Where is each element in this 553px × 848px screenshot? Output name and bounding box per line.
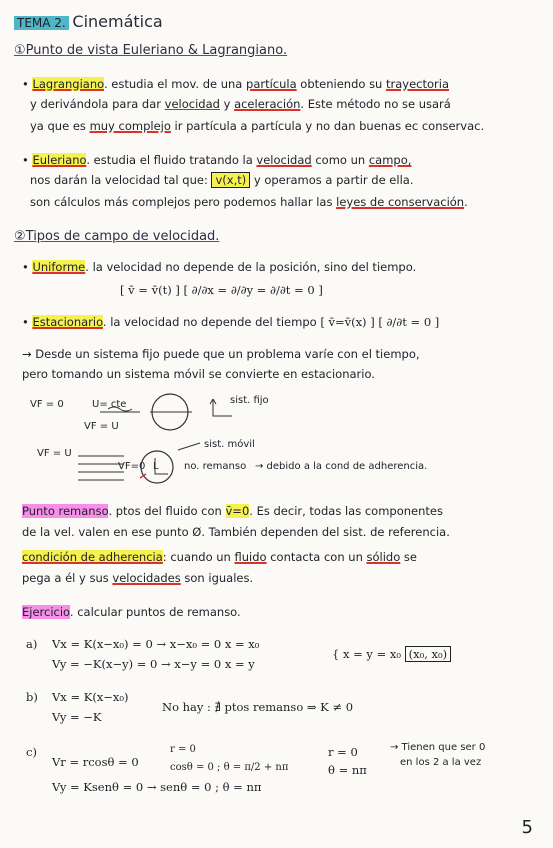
estacionario-line: • Estacionario. la velocidad no depende del tiempo [ v̄=v̄(x) ] [ ∂/∂t = 0 ] <box>22 315 440 329</box>
diagram-sist-movil: sist. móvil <box>204 439 255 450</box>
term-punto-remanso: Punto remanso <box>22 504 109 518</box>
ej-c-result-1: r = 0 <box>328 745 358 759</box>
term-uniforme: Uniforme <box>32 260 86 274</box>
remanso-line-1: Punto remanso. ptos del fluido con v̄=0. Es decir, todas las componentes <box>22 504 443 518</box>
ej-c-eq-2: Vy = Ksenθ = 0 → senθ = 0 ; θ = nπ <box>52 780 262 794</box>
diagram-vf0: VF = 0 <box>30 399 64 410</box>
ej-c-note-2: en los 2 a la vez <box>400 757 482 768</box>
diagram-sist-fijo: sist. fijo <box>230 395 269 406</box>
lagrangiano-line-1: • Lagrangiano. estudia el mov. de una partícula obteniendo su trayectoria <box>22 77 450 91</box>
ej-c-eq-1b: r = 0 <box>170 744 196 755</box>
diagram-remanso-note: → debido a la cond de adherencia. <box>255 461 428 472</box>
ej-c-eq-1c: cosθ = 0 ; θ = π/2 + nπ <box>170 762 289 773</box>
lagrangiano-line-3: ya que es muy complejo ir partícula a partícula y no dan buenas ec conservac. <box>30 119 485 133</box>
remanso-line-2: de la vel. valen en ese punto Ø. También dependen del sist. de referencia. <box>22 525 450 539</box>
diagram-vfu2: VF = U <box>37 448 72 459</box>
term-estacionario: Estacionario <box>32 315 103 329</box>
diagram-L: L <box>153 461 159 472</box>
ej-a-result: { x = y = x₀ (x₀, x₀) <box>332 647 451 662</box>
remanso-line-3: condición de adherencia: cuando un fluido contacta con un sólido se <box>22 550 418 564</box>
diagram-no-remanso: no. remanso <box>184 461 247 472</box>
uniforme-equation: [ v̄ = v̄(t) ] [ ∂/∂x = ∂/∂y = ∂/∂t = 0 ] <box>120 283 323 297</box>
section-heading-1: ①Punto de vista Euleriano & Lagrangiano. <box>14 43 288 58</box>
ej-c-note-1: → Tienen que ser 0 <box>390 742 486 753</box>
diagram-vf0b: VF=0 <box>118 461 146 472</box>
term-ejercicio: Ejercicio <box>22 605 70 619</box>
ej-c-eq-1: Vr = rcosθ = 0 <box>52 755 139 769</box>
term-euleriano: Euleriano <box>32 153 87 167</box>
euleriano-line-1: • Euleriano. estudia el fluido tratando la velocidad como un campo, <box>22 153 412 167</box>
page-number: 5 <box>521 817 533 838</box>
lagrangiano-line-2: y derivándola para dar velocidad y aceleración. Este método no se usará <box>30 97 451 111</box>
ej-a-label: a) <box>26 637 38 651</box>
diagram-vfu: VF = U <box>84 421 119 432</box>
ej-a-eq-2: Vy = −K(x−y) = 0 → x−y = 0 x = y <box>52 657 255 671</box>
remanso-line-4: pega a él y sus velocidades son iguales. <box>22 571 254 585</box>
ej-b-label: b) <box>26 690 38 704</box>
ej-b-result: No hay : ∄ ptos remanso ⇒ K ≠ 0 <box>162 700 354 714</box>
ej-b-eq-2: Vy = −K <box>52 710 102 724</box>
diagram-ucte: U= cte <box>92 399 127 410</box>
note-line-1: → Desde un sistema fijo puede que un problema varíe con el tiempo, <box>22 347 420 361</box>
ej-c-result-2: θ = nπ <box>328 763 367 777</box>
ej-a-eq-1: Vx = K(x−x₀) = 0 → x−x₀ = 0 x = x₀ <box>52 637 260 651</box>
page-title: Cinemática <box>72 12 163 31</box>
uniforme-line: • Uniforme. la velocidad no depende de la posición, sino del tiempo. <box>22 260 417 274</box>
section-heading-2: ②Tipos de campo de velocidad. <box>14 229 220 244</box>
ej-c-label: c) <box>26 745 37 759</box>
topic-tag: TEMA 2. <box>14 16 69 30</box>
euleriano-line-3: son cálculos más complejos pero podemos hallar las leyes de conservación. <box>30 195 468 209</box>
ej-b-eq-1: Vx = K(x−x₀) <box>52 690 129 704</box>
note-line-2: pero tomando un sistema móvil se convierte en estacionario. <box>22 367 375 381</box>
term-lagrangiano: Lagrangiano <box>32 77 104 91</box>
term-condicion-adherencia: condición de adherencia <box>22 550 163 564</box>
euleriano-line-2: nos darán la velocidad tal que: v(x,t) y operamos a partir de ella. <box>30 173 414 187</box>
ejercicio-line: Ejercicio. calcular puntos de remanso. <box>22 605 241 619</box>
